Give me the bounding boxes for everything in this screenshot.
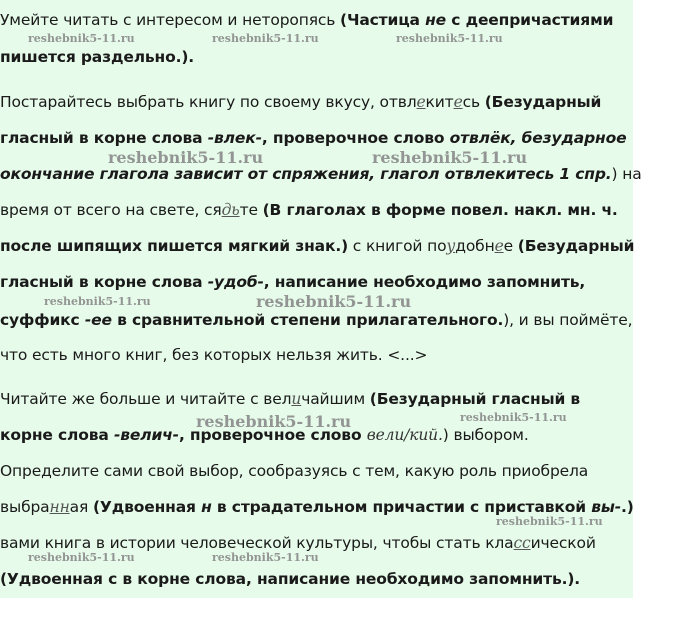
watermark: reshebnik5-11.ru xyxy=(212,551,319,564)
text: вами книга в истории человеческой культуры, чтобы стать кла xyxy=(0,534,514,552)
rule: (Безударный xyxy=(517,237,635,255)
p2-line-3 xyxy=(0,164,642,184)
rule: гласный в корне слова xyxy=(0,273,208,291)
rule: в сравнительной степени прилагательного. xyxy=(111,311,504,329)
p3-line-1 xyxy=(0,389,580,409)
marked-letter: е xyxy=(416,93,426,111)
text: с книгой по xyxy=(348,237,447,255)
p1-line-2: пишется раздельно.). xyxy=(0,48,195,66)
text: время от всего на свете, ся xyxy=(0,201,222,219)
rule: , проверочное слово xyxy=(178,426,367,444)
rule: н xyxy=(201,498,212,516)
text: ая xyxy=(69,498,93,516)
rule: (Частица xyxy=(340,11,426,29)
marked-letter: е xyxy=(494,237,504,255)
watermark: reshebnik5-11.ru xyxy=(256,292,412,311)
text: ической xyxy=(530,534,596,552)
watermark: reshebnik5-11.ru xyxy=(496,515,603,528)
rule: гласный в корне слова xyxy=(0,129,208,147)
rule: (Безударный xyxy=(484,93,602,111)
rule: окончание глагола зависит от спряжения, глагол отвлекитесь 1 спр. xyxy=(0,165,612,183)
rule: -удоб- xyxy=(207,273,264,291)
text: кит xyxy=(425,93,454,111)
text: е xyxy=(503,237,518,255)
marked-letter: дь xyxy=(221,201,240,219)
marked-letter: и xyxy=(291,390,302,408)
text: Умейте читать с интересом и неторопясь xyxy=(0,11,341,29)
p2-line-7 xyxy=(0,310,632,330)
p1-line-1 xyxy=(0,10,613,30)
rule: .) xyxy=(621,498,634,516)
rule: отвлёк, безударное xyxy=(449,129,627,147)
text: добн xyxy=(455,237,495,255)
text: Читайте же больше и читайте с вел xyxy=(0,390,292,408)
rule: (Удвоенная xyxy=(92,498,202,516)
rule: не xyxy=(425,11,447,29)
watermark: reshebnik5-11.ru xyxy=(372,148,528,167)
rule: с деепричастиями xyxy=(446,11,614,29)
text: ) на xyxy=(611,165,642,183)
watermark: reshebnik5-11.ru xyxy=(212,32,319,45)
text: ) выбором. xyxy=(442,426,529,444)
text: чайшим xyxy=(301,390,370,408)
watermark: reshebnik5-11.ru xyxy=(196,412,352,431)
rule: (Безударный гласный в xyxy=(369,390,581,408)
marked-letter: у xyxy=(446,237,456,255)
watermark: reshebnik5-11.ru xyxy=(396,32,503,45)
p4-line-3 xyxy=(0,533,596,553)
watermark: reshebnik5-11.ru xyxy=(28,32,135,45)
p4-line-2 xyxy=(0,497,634,517)
p4-line-1: Определите сами свой выбор, сообразуясь с тем, какую роль приобрела xyxy=(0,462,589,480)
text: Постарайтесь выбрать книгу по своему вкусу, отвл xyxy=(0,93,417,111)
rule: , проверочное слово xyxy=(261,129,450,147)
rule: (В глаголах в форме повел. накл. мн. ч. xyxy=(262,201,618,219)
rule: корне слова xyxy=(0,426,114,444)
marked-letter: нн xyxy=(49,498,70,516)
text: ), и вы поймёте, xyxy=(503,311,633,329)
p2-line-4 xyxy=(0,200,618,220)
rule: после шипящих пишется мягкий знак.) xyxy=(0,237,349,255)
rule: вы- xyxy=(591,498,622,516)
p4-line-4: (Удвоенная с в корне слова, написание необходимо запомнить.). xyxy=(0,570,581,588)
rule: -велич- xyxy=(113,426,179,444)
rule: -ее xyxy=(84,311,112,329)
rule: , написание необходимо запомнить, xyxy=(263,273,586,291)
p2-line-8: что есть много книг, без которых нельзя жить. <...> xyxy=(0,346,428,364)
watermark: reshebnik5-11.ru xyxy=(28,551,135,564)
p2-line-1 xyxy=(0,92,601,112)
p2-line-5 xyxy=(0,236,634,256)
text: выбра xyxy=(0,498,50,516)
text: те xyxy=(239,201,263,219)
p2-line-2 xyxy=(0,128,626,148)
rule: суффикс xyxy=(0,311,85,329)
marked-letter: сс xyxy=(513,534,531,552)
watermark: reshebnik5-11.ru xyxy=(460,411,567,424)
marked-letter: е xyxy=(453,93,463,111)
p2-line-6 xyxy=(0,272,585,292)
watermark: reshebnik5-11.ru xyxy=(108,148,264,167)
rule: в страдательном причастии с приставкой xyxy=(211,498,592,516)
rule: -влек- xyxy=(207,129,262,147)
watermark: reshebnik5-11.ru xyxy=(44,295,151,308)
stress-check-word: вели/кий. xyxy=(366,426,443,444)
text: сь xyxy=(462,93,485,111)
